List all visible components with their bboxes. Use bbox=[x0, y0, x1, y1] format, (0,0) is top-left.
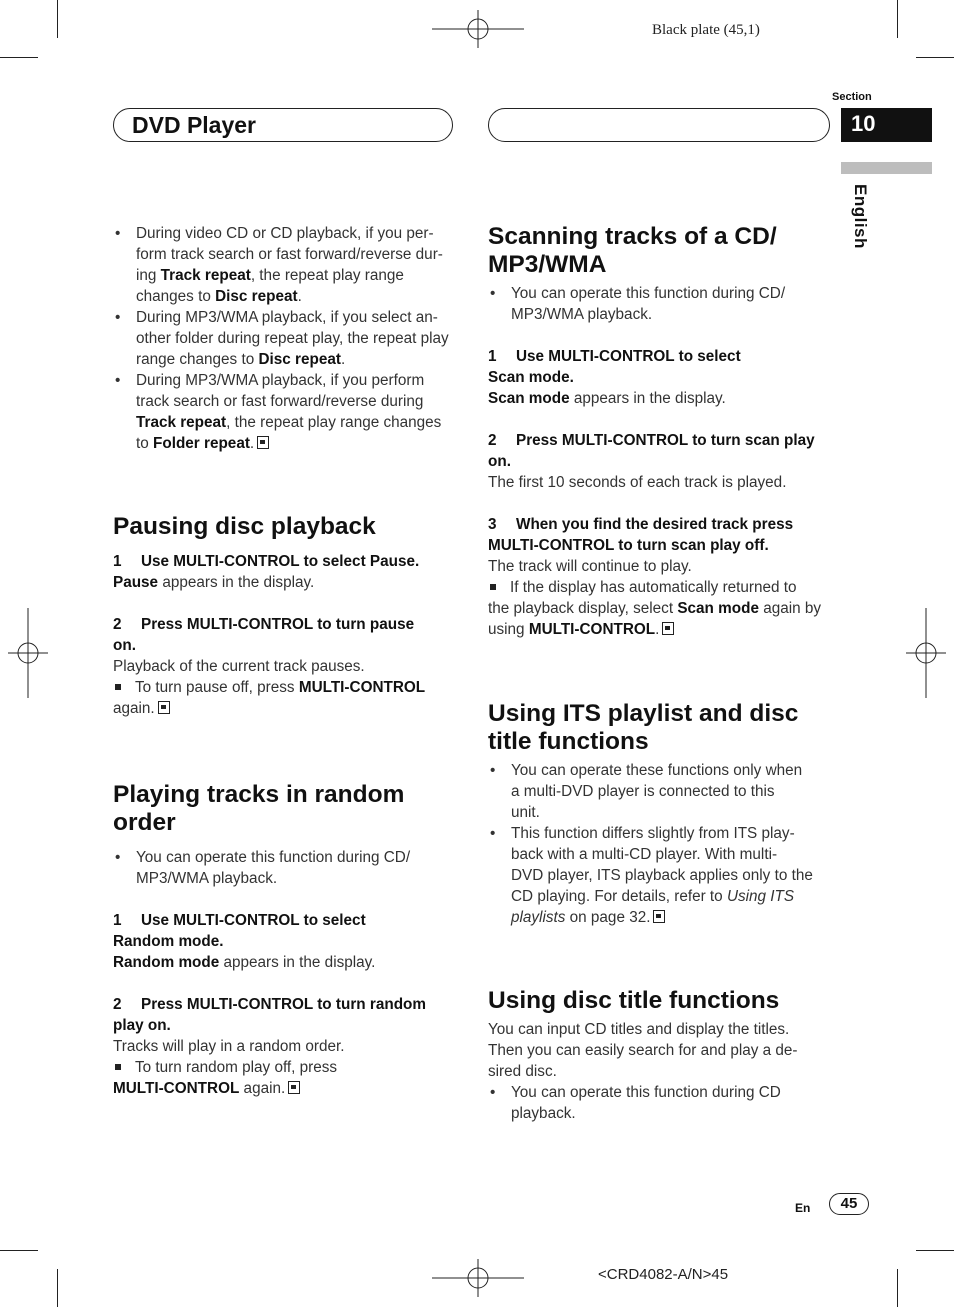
end-mark-icon bbox=[653, 910, 665, 923]
crop-mark bbox=[897, 1269, 898, 1307]
step-result: The first 10 seconds of each track is played. bbox=[488, 474, 787, 491]
step: 2 Press MULTI-CONTROL to turn random play on. bbox=[113, 996, 426, 1034]
page-language: En bbox=[795, 1201, 811, 1215]
step-result: Playback of the current track pauses. bbox=[113, 658, 365, 675]
left-column bbox=[113, 223, 458, 1099]
crop-mark bbox=[916, 1250, 954, 1251]
paragraph: You can input CD titles and display the titles. Then you can easily search for and play a de- sired disc. bbox=[488, 1021, 798, 1080]
note: To turn pause off, press MULTI-CONTROL bbox=[113, 677, 458, 698]
step: 1 Use MULTI-CONTROL to select Random mode. bbox=[113, 912, 366, 950]
right-column bbox=[488, 223, 833, 1124]
registration-mark-right bbox=[906, 608, 946, 698]
section-number: 10 bbox=[851, 111, 876, 136]
step: 2 Press MULTI-CONTROL to turn scan play on. bbox=[488, 432, 815, 470]
step-result: Pause appears in the display. bbox=[113, 574, 315, 591]
list-item: • You can operate these functions only when a multi-DVD player is connected to this unit. bbox=[488, 760, 833, 823]
step: 1 Use MULTI-CONTROL to select Scan mode. bbox=[488, 348, 741, 386]
crop-mark bbox=[0, 57, 38, 58]
list-item: • You can operate this function during CD playback. bbox=[488, 1082, 833, 1124]
section-number-box bbox=[841, 108, 932, 142]
registration-mark-top bbox=[432, 10, 524, 48]
step-result: The track will continue to play. bbox=[488, 558, 692, 575]
heading-random: Playing tracks in random order bbox=[113, 781, 405, 836]
note: If the display has automatically returned to bbox=[488, 577, 833, 598]
crop-mark bbox=[897, 0, 898, 38]
section-label: Section bbox=[832, 91, 872, 103]
list-item: • This function differs slightly from ITS play- back with a multi-CD player. With multi- DVD player, ITS playback applies only to the CD playing. For details, refer to Using ITS playlists on page 32. bbox=[488, 823, 833, 928]
note-tail: again. bbox=[113, 698, 458, 719]
step-result: Scan mode appears in the display. bbox=[488, 390, 726, 407]
list-item: • During MP3/WMA playback, if you select an- other folder during repeat play, the repeat play range changes to Disc repeat. bbox=[113, 307, 458, 370]
heading-disc-title: Using disc title functions bbox=[488, 987, 780, 1014]
heading-pausing: Pausing disc playback bbox=[113, 513, 376, 540]
registration-mark-left bbox=[8, 608, 48, 698]
step: 2 Press MULTI-CONTROL to turn pause on. bbox=[113, 616, 415, 654]
end-mark-icon bbox=[158, 701, 170, 714]
note: To turn random play off, press bbox=[113, 1057, 458, 1078]
crop-mark bbox=[57, 0, 58, 38]
end-mark-icon bbox=[288, 1081, 300, 1094]
heading-scanning: Scanning tracks of a CD/ MP3/WMA bbox=[488, 223, 777, 278]
crop-mark bbox=[0, 1250, 38, 1251]
language-tab: English bbox=[851, 184, 870, 249]
list-item: • You can operate this function during CD/ MP3/WMA playback. bbox=[488, 283, 833, 325]
crop-mark bbox=[916, 57, 954, 58]
language-tab-bar bbox=[841, 162, 932, 174]
note-tail: the playback display, select Scan mode again by using MULTI-CONTROL. bbox=[488, 600, 822, 638]
crop-mark bbox=[57, 1269, 58, 1307]
list-item: • You can operate this function during CD/ MP3/WMA playback. bbox=[113, 847, 458, 889]
registration-mark-bottom bbox=[432, 1259, 524, 1297]
step: 3 When you find the desired track press MULTI-CONTROL to turn scan play off. bbox=[488, 516, 794, 554]
list-item: • During video CD or CD playback, if you per- form track search or fast forward/reverse dur- ing Track repeat, the repeat play range changes to Disc repeat. bbox=[113, 223, 458, 307]
step-result: Tracks will play in a random order. bbox=[113, 1038, 345, 1055]
page-number: 45 bbox=[829, 1193, 869, 1215]
plate-label: Black plate (45,1) bbox=[652, 22, 760, 38]
step-result: Random mode appears in the display. bbox=[113, 954, 376, 971]
section-title-pill bbox=[113, 108, 453, 142]
section-title: DVD Player bbox=[132, 112, 257, 138]
step: 1 Use MULTI-CONTROL to select Pause. bbox=[113, 553, 420, 570]
list-item: • During MP3/WMA playback, if you perform track search or fast forward/reverse during Track repeat, the repeat play range changes to Folder repeat. bbox=[113, 370, 458, 454]
end-mark-icon bbox=[662, 622, 674, 635]
empty-header-pill bbox=[488, 108, 830, 142]
note-tail: MULTI-CONTROL again. bbox=[113, 1078, 458, 1099]
end-mark-icon bbox=[257, 436, 269, 449]
heading-its: Using ITS playlist and disc title functions bbox=[488, 700, 799, 755]
footer-code: <CRD4082-A/N>45 bbox=[598, 1266, 729, 1283]
